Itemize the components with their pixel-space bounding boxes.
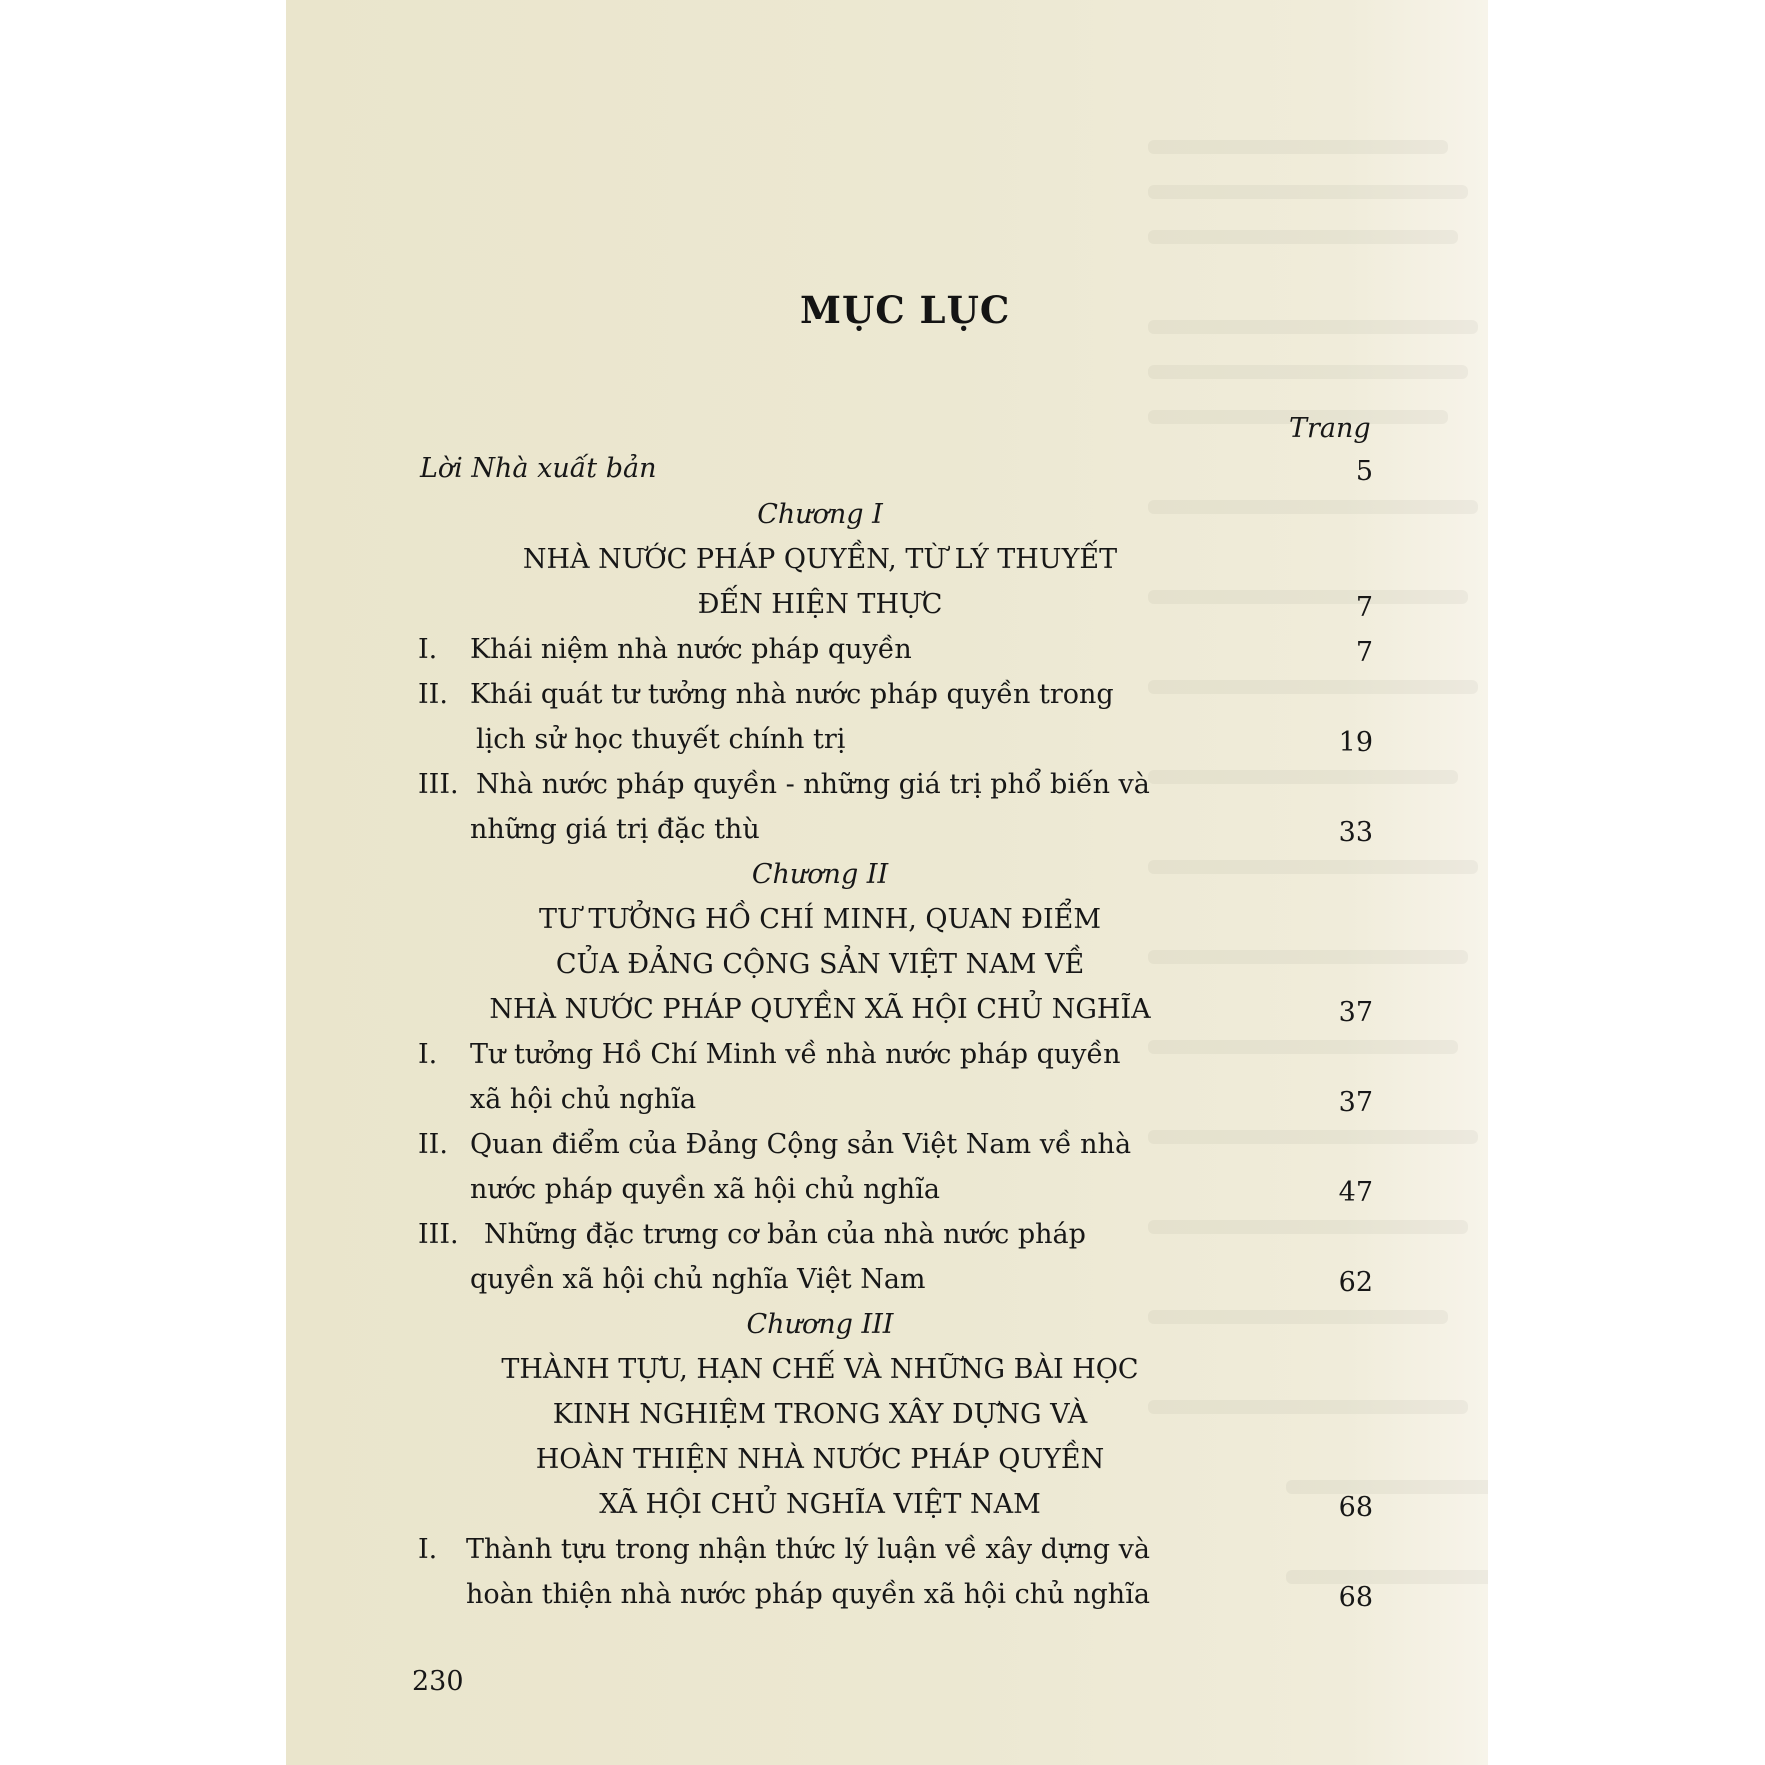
toc-page-number: 47 bbox=[1338, 1177, 1373, 1208]
toc-entry-text: Tư tưởng Hồ Chí Minh về nhà nước pháp quyền bbox=[470, 1039, 1121, 1070]
chapter-heading: CỦA ĐẢNG CỘNG SẢN VIỆT NAM VỀ bbox=[555, 949, 1085, 980]
toc-page-number: 19 bbox=[1338, 727, 1373, 758]
toc-entry-number: III. bbox=[418, 769, 459, 800]
toc-entry-number: II. bbox=[418, 1129, 448, 1160]
toc-entry-text: Nhà nước pháp quyền - những giá trị phổ biến và bbox=[476, 769, 1150, 800]
chapter-heading: NHÀ NƯỚC PHÁP QUYỀN XÃ HỘI CHỦ NGHĨA bbox=[489, 994, 1151, 1025]
chapter-heading: KINH NGHIỆM TRONG XÂY DỰNG VÀ bbox=[552, 1399, 1088, 1430]
chapter-label: Chương I bbox=[757, 499, 883, 530]
toc-page-number: 37 bbox=[1338, 1087, 1373, 1118]
toc-entry-text: nước pháp quyền xã hội chủ nghĩa bbox=[470, 1174, 940, 1205]
toc-entry-number: I. bbox=[418, 1534, 438, 1565]
toc-entry-text: hoàn thiện nhà nước pháp quyền xã hội chủ nghĩa bbox=[466, 1579, 1150, 1610]
toc-page-number: 62 bbox=[1338, 1267, 1373, 1298]
toc-entry-number: I. bbox=[418, 1039, 438, 1070]
toc-entry-text: Những đặc trưng cơ bản của nhà nước pháp bbox=[484, 1219, 1086, 1250]
toc-page-number: 7 bbox=[1355, 637, 1373, 668]
toc-entry-text: Khái quát tư tưởng nhà nước pháp quyền trong bbox=[470, 679, 1114, 710]
toc-page-number: 37 bbox=[1338, 997, 1373, 1028]
toc-entry-text: những giá trị đặc thù bbox=[470, 814, 760, 845]
page-column-header: Trang bbox=[1289, 413, 1371, 444]
toc-entry-text: lịch sử học thuyết chính trị bbox=[476, 724, 846, 755]
toc-page-number: 5 bbox=[1355, 456, 1373, 487]
toc-entry-text: Khái niệm nhà nước pháp quyền bbox=[470, 634, 912, 665]
toc-page-number: 68 bbox=[1338, 1582, 1373, 1613]
toc-title: MỤC LỤC bbox=[800, 288, 1011, 332]
toc-entry-text: quyền xã hội chủ nghĩa Việt Nam bbox=[470, 1264, 926, 1295]
chapter-label: Chương III bbox=[746, 1309, 894, 1340]
chapter-label: Chương II bbox=[751, 859, 889, 890]
toc-entry-text: xã hội chủ nghĩa bbox=[470, 1084, 697, 1115]
chapter-heading: XÃ HỘI CHỦ NGHĨA VIỆT NAM bbox=[599, 1489, 1041, 1520]
toc-entry-text: Thành tựu trong nhận thức lý luận về xây dựng và bbox=[466, 1534, 1150, 1565]
toc-page-number: 33 bbox=[1338, 817, 1373, 848]
toc-entry-preface: Lời Nhà xuất bản bbox=[420, 453, 657, 484]
toc-page-number: 68 bbox=[1338, 1492, 1373, 1523]
chapter-heading: HOÀN THIỆN NHÀ NƯỚC PHÁP QUYỀN bbox=[535, 1444, 1105, 1475]
chapter-heading: NHÀ NƯỚC PHÁP QUYỀN, TỪ LÝ THUYẾT bbox=[522, 544, 1118, 575]
chapter-heading: TƯ TƯỞNG HỒ CHÍ MINH, QUAN ĐIỂM bbox=[539, 904, 1101, 935]
chapter-heading: THÀNH TỰU, HẠN CHẾ VÀ NHỮNG BÀI HỌC bbox=[501, 1354, 1139, 1385]
toc-entry-number: III. bbox=[418, 1219, 459, 1250]
chapter-heading: ĐẾN HIỆN THỰC bbox=[697, 589, 943, 620]
toc-entry-number: II. bbox=[418, 679, 448, 710]
toc-entry-text: Quan điểm của Đảng Cộng sản Việt Nam về nhà bbox=[470, 1129, 1132, 1160]
toc-entry-number: I. bbox=[418, 634, 438, 665]
footer-page-number: 230 bbox=[412, 1666, 464, 1697]
toc-page-number: 7 bbox=[1355, 592, 1373, 623]
